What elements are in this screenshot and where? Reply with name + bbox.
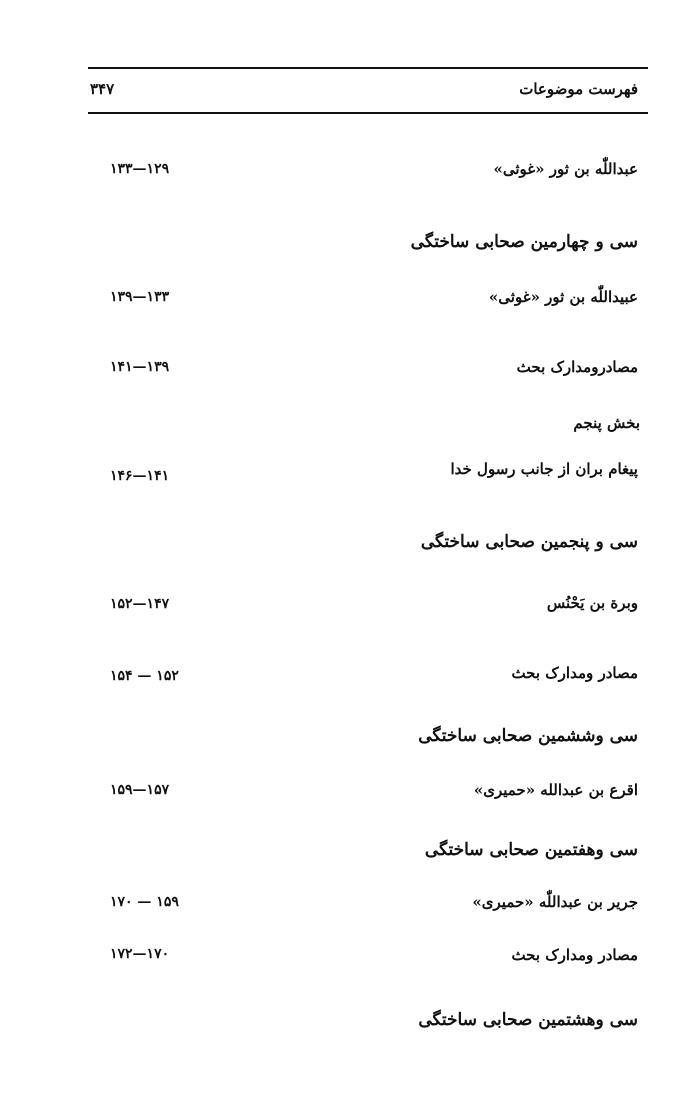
- toc-entry-title: اقرع بن عبدالله «حمیری»: [473, 781, 638, 799]
- page-number: ۳۴۷: [90, 80, 115, 98]
- toc-entry-title: وبرة بن یَحْنُس: [546, 594, 638, 612]
- header-top-rule: [88, 67, 648, 69]
- toc-entry-title: جریر بن عبداللّٰه «حمیری»: [472, 893, 638, 911]
- toc-entry-title: پیغام بران از جانب رسول خدا: [450, 460, 638, 478]
- toc-entry-title: عبیداللّٰه بن ثور «غوثی»: [488, 288, 638, 306]
- toc-entry-title: مصادر ومدارک بحث: [511, 946, 638, 964]
- toc-section-title: بخش پنجم: [573, 414, 640, 432]
- toc-entry-pages: ۱۵۲—۱۴۷: [110, 596, 170, 612]
- toc-heading: سی وهفتمین صحابی ساختگی: [424, 840, 638, 860]
- toc-heading: سی و پنجمین صحابی ساختگی: [420, 532, 638, 552]
- toc-heading: سی وهشتمین صحابی ساختگی: [418, 1010, 638, 1030]
- toc-entry-title: مصادرومدارک بحث: [516, 358, 638, 376]
- toc-entry-pages: ۱۵۴ — ۱۵۲: [110, 668, 179, 684]
- running-title: فهرست موضوعات: [519, 80, 638, 98]
- toc-entry-pages: ۱۳۹—۱۳۳: [110, 289, 170, 305]
- toc-entry-pages: ۱۷۰ — ۱۵۹: [110, 894, 179, 910]
- header-bottom-rule: [88, 112, 648, 114]
- toc-entry-pages: ۱۷۲—۱۷۰: [110, 946, 170, 962]
- toc-entry-pages: ۱۴۱—۱۳۹: [110, 359, 170, 375]
- toc-entry-pages: ۱۳۳—۱۲۹: [110, 161, 170, 177]
- toc-entry-pages: ۱۵۹—۱۵۷: [110, 782, 170, 798]
- toc-entry-title: عبداللّٰه بن ثور «غوثی»: [493, 160, 638, 178]
- toc-heading: سی و چهارمین صحابی ساختگی: [410, 232, 638, 252]
- toc-heading: سی وششمین صحابی ساختگی: [418, 726, 638, 746]
- toc-entry-pages: ۱۴۶—۱۴۱: [110, 468, 170, 484]
- toc-entry-title: مصادر ومدارک بحث: [511, 664, 638, 682]
